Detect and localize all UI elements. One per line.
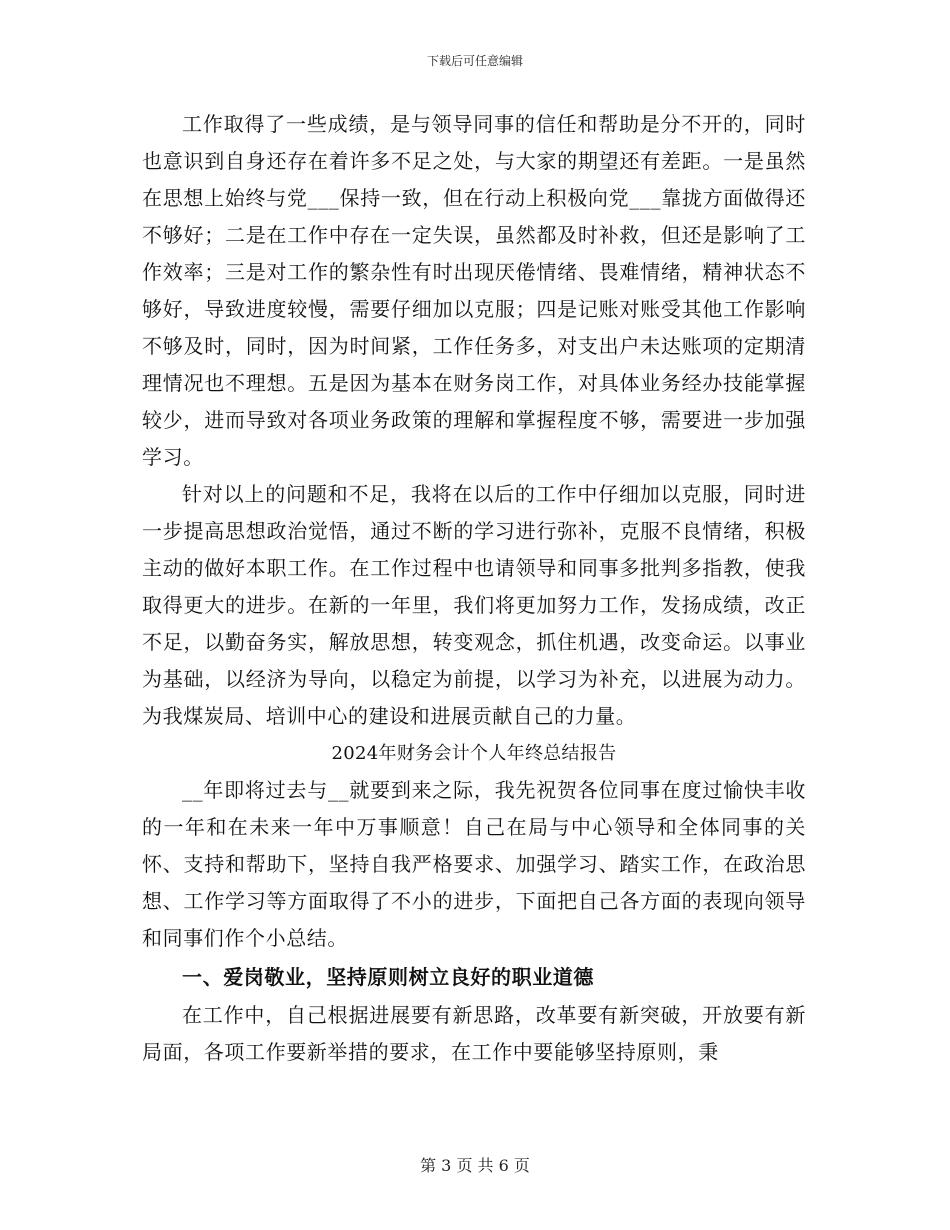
body-paragraph: 工作取得了一些成绩，是与领导同事的信任和帮助是分不开的，同时也意识到自身还存在着许多不足之处，与大家的期望还有差距。一是虽然在思想上始终与党___保持一致，但在行动上积极向党___靠拢方面做得还不够好；二是在工作中存在一定失误，虽然都及时补救，但还是影响了工作效率；三是对工作的繁杂性有时出现厌倦情绪、畏难情绪，精神状态不够好，导致进度较慢，需要仔细加以克服；四是记账对账受其他工作影响不够及时，同时，因为时间紧，工作任务多，对支出户未达账项的定期清理情况也不理想。五是因为基本在财务岗工作，对具体业务经办技能掌握较少，进而导致对各项业务政策的理解和掌握程度不够，需要进一步加强学习。 — [142, 112, 806, 469]
body-paragraph: __年即将过去与__就要到来之际，我先祝贺各位同事在度过愉快丰收的一年和在未来一年中万事顺意！自己在局与中心领导和全体同事的关怀、支持和帮助下，坚持自我严格要求、加强学习、踏实工作，在政治思想、工作学习等方面取得了不小的进步，下面把自己各方面的表现向领导和同事们作个小总结。 — [142, 778, 806, 950]
page-number-indicator: 第 3 页 共 6 页 — [420, 1156, 530, 1175]
document-title: 2024年财务会计个人年终总结报告 — [331, 743, 617, 764]
body-paragraph: 针对以上的问题和不足，我将在以后的工作中仔细加以克服，同时进一步提高思想政治觉悟，通过不断的学习进行弥补，克服不良情绪，积极主动的做好本职工作。在工作过程中也请领导和同事多批判多指教，使我取得更大的进步。在新的一年里，我们将更加努力工作，发扬成绩，改正不足，以勤奋务实，解放思想，转变观念，抓住机遇，改变命运。以事业为基础，以经济为导向，以稳定为前提，以学习为补充，以进展为动力。为我煤炭局、培训中心的建设和进展贡献自己的力量。 — [142, 482, 806, 728]
section-heading: 一、爱岗敬业，坚持原则树立良好的职业道德 — [182, 965, 594, 989]
page-header-note: 下载后可任意编辑 — [426, 54, 523, 68]
document-body — [142, 106, 806, 1071]
body-paragraph: 在工作中，自己根据进展要有新思路，改革要有新突破，开放要有新局面，各项工作要新举措的要求，在工作中要能够坚持原则，秉 — [142, 1003, 806, 1064]
